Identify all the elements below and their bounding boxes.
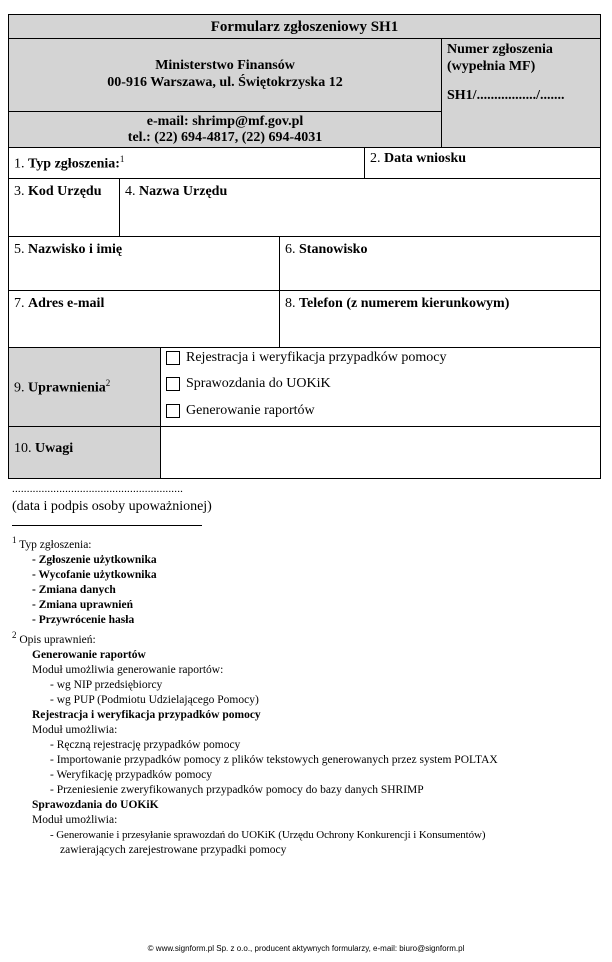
ministry-block [8,38,442,112]
registration-number-label: Numer zgłoszenia [447,42,553,57]
field-phone-label: Telefon (z numerem kierunkowym) [299,296,510,311]
module-reports-desc: Moduł umożliwia generowanie raportów: [32,663,224,676]
permission-checkbox-uokik[interactable] [166,377,180,391]
module-uokik-desc: Moduł umożliwia: [32,813,118,826]
ministry-address: 00-916 Warszawa, ul. Świętokrzyska 12 [107,75,343,90]
module-registration-title: Rejestracja i weryfikacja przypadków pomocy [32,708,261,721]
footnotes [12,533,607,858]
permissions-label: Uprawnienia [28,380,106,396]
field-full-name-number: 5. [14,242,25,257]
footnote-1-heading [12,533,607,553]
permissions-label-cell [8,347,161,427]
registration-number-value: SH1/................./....... [447,88,565,103]
field-position[interactable] [279,236,601,291]
field-email-address[interactable] [8,290,280,348]
field-full-name-label: Nazwisko i imię [28,242,123,257]
permission-label-reports: Generowanie raportów [186,403,315,418]
field-office-name[interactable] [119,178,601,237]
field-request-date-number: 2. [370,151,381,166]
footnote-ref-1: 1 [119,154,125,164]
footnote-ref-2: 2 [105,378,111,388]
field-office-name-label: Nazwa Urzędu [139,184,228,199]
form-title: Formularz zgłoszeniowy SH1 [210,19,399,35]
registration-number-note: (wypełnia MF) [447,59,536,74]
notes-number: 10. [14,441,32,456]
field-request-type[interactable] [8,147,365,179]
field-office-code[interactable] [8,178,120,237]
field-request-type-label: Typ zgłoszenia: [28,156,120,172]
form-title-bar [8,14,601,39]
permission-checkbox-registration[interactable] [166,351,180,365]
field-phone[interactable] [279,290,601,348]
notes-label-cell [8,426,161,479]
module-reports-title: Generowanie raportów [32,648,146,661]
notes-field[interactable] [160,426,601,479]
permissions-options-cell [160,347,601,427]
field-office-name-number: 4. [125,184,136,199]
footnote-2-marker: 2 [12,629,17,640]
contact-phone: tel.: (22) 694-4817, (22) 694-4031 [127,130,323,145]
permission-label-registration: Rejestracja i weryfikacja przypadków pomocy [186,350,447,365]
field-position-number: 6. [285,242,296,257]
footnote-1-item: - Zmiana uprawnień [32,598,133,611]
permission-checkbox-reports[interactable] [166,404,180,418]
signature-dots: .......................................................... [12,483,184,495]
module-registration-item: - Weryfikację przypadków pomocy [50,768,213,781]
field-request-date-label: Data wniosku [384,151,467,166]
module-registration-item: - Przeniesienie zweryfikowanych przypadków pomocy do bazy danych SHRIMP [50,783,424,796]
ministry-name: Ministerstwo Finansów [155,58,295,73]
module-uokik-item: - Generowanie i przesyłanie sprawozdań do UOKiK (Urzędu Ochrony Konkurencji i Konsumentów) [50,828,486,841]
footnote-1-item: - Zmiana danych [32,583,116,596]
footnote-1-item: - Zgłoszenie użytkownika [32,553,157,566]
footnote-1-marker: 1 [12,535,17,545]
module-registration-item: - Ręczną rejestrację przypadków pomocy [50,738,241,751]
permissions-number: 9. [14,380,25,396]
module-registration-item: - Importowanie przypadków pomocy z plików tekstowych generowanych przez system POLTAX [50,753,498,766]
footnote-1-item: - Wycofanie użytkownika [32,568,157,581]
footnote-2-title: Opis uprawnień: [19,633,96,646]
contact-email: e-mail: shrimp@mf.gov.pl [146,114,304,129]
notes-label: Uwagi [35,441,74,456]
footnote-1-title: Typ zgłoszenia: [19,538,92,551]
field-email-address-label: Adres e-mail [28,296,105,311]
module-uokik-item-continued: zawierających zarejestrowane przypadki pomocy [60,843,287,856]
field-office-code-label: Kod Urzędu [28,184,102,199]
module-uokik-title: Sprawozdania do UOKiK [32,798,159,811]
field-full-name[interactable] [8,236,280,291]
field-email-address-number: 7. [14,296,25,311]
footnote-2-heading [12,628,607,648]
field-office-code-number: 3. [14,184,25,199]
field-phone-number: 8. [285,296,296,311]
footnote-separator [12,525,202,526]
registration-number-block [441,38,601,148]
module-registration-desc: Moduł umożliwia: [32,723,118,736]
module-reports-item: - wg NIP przedsiębiorcy [50,678,163,691]
module-reports-item: - wg PUP (Podmiotu Udzielającego Pomocy) [50,693,259,706]
field-position-label: Stanowisko [299,242,368,257]
field-request-date[interactable] [364,147,601,179]
footer-credit: © www.signform.pl Sp. z o.o., producent aktywnych formularzy, e-mail: biuro@signform.pl [147,944,465,953]
permission-label-uokik: Sprawozdania do UOKiK [186,376,331,391]
contact-block [8,111,442,148]
footnote-1-item: - Przywrócenie hasła [32,613,135,626]
signature-caption: (data i podpis osoby upoważnionej) [12,499,212,514]
field-request-type-number: 1. [14,156,25,172]
